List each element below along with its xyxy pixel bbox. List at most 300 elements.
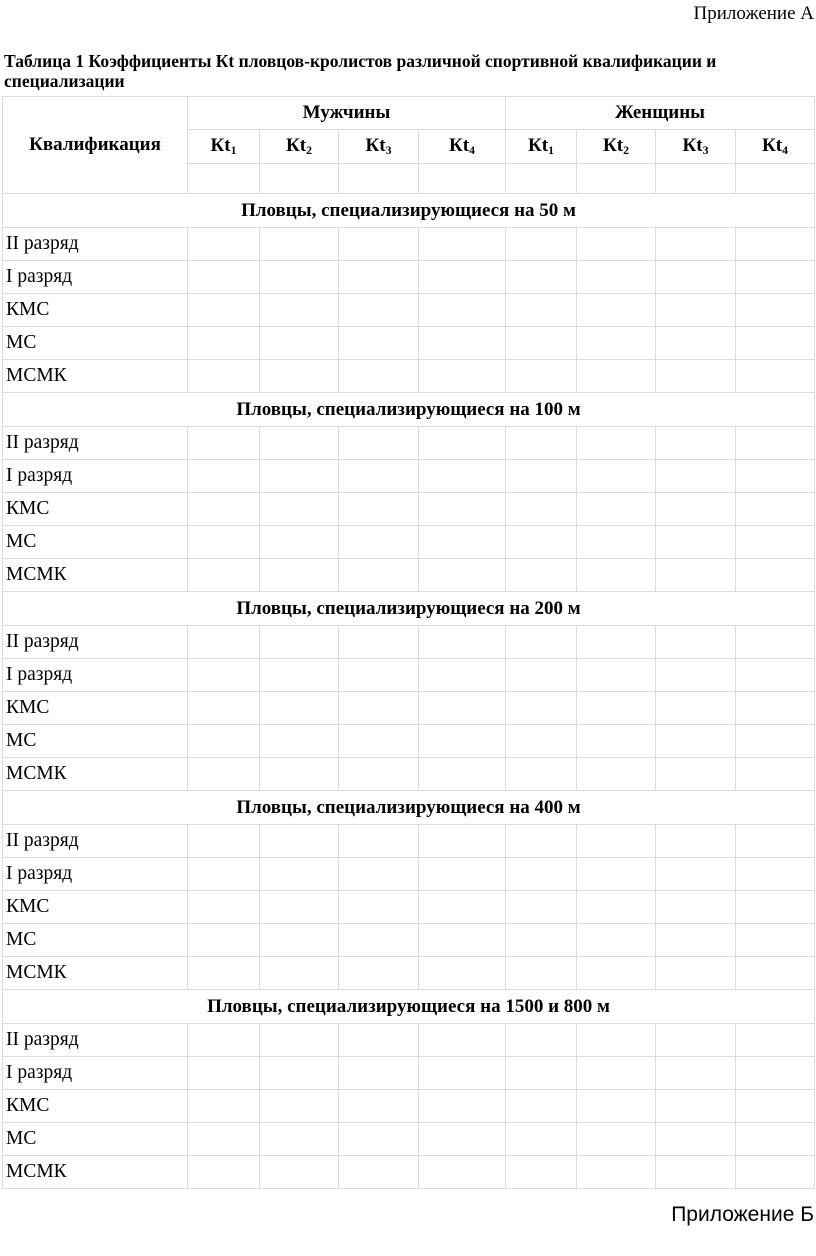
value-cell [736, 460, 815, 493]
qualification-label: МС [3, 924, 188, 957]
value-cell [506, 659, 577, 692]
value-cell [656, 1057, 736, 1090]
table-caption: Таблица 1 Коэффициенты Кt пловцов-кролистов различной спортивной квалификации и специализации [4, 51, 717, 91]
value-cell [577, 526, 656, 559]
value-cell [506, 228, 577, 261]
value-cell [260, 427, 339, 460]
value-cell [419, 526, 506, 559]
value-cell [506, 427, 577, 460]
table-row [3, 1156, 815, 1189]
value-cell [736, 559, 815, 592]
value-cell [577, 228, 656, 261]
qualification-label: II разряд [3, 626, 188, 659]
value-cell [188, 1024, 260, 1057]
section-title: Пловцы, специализирующиеся на 400 м [3, 791, 815, 825]
value-cell [506, 825, 577, 858]
value-cell [577, 758, 656, 791]
kt-prefix: Кt [449, 135, 470, 157]
kt-index: 4 [782, 143, 789, 157]
section-row [3, 791, 815, 825]
qualification-label: КМС [3, 891, 188, 924]
value-cell [656, 427, 736, 460]
kt-index: 4 [469, 143, 475, 157]
value-cell [656, 758, 736, 791]
value-cell [736, 1024, 815, 1057]
value-cell [577, 692, 656, 725]
value-cell [339, 858, 419, 891]
value-cell [339, 957, 419, 990]
value-cell [577, 1057, 656, 1090]
value-cell [506, 1123, 577, 1156]
kt-prefix: Кt [682, 135, 703, 157]
value-cell [419, 559, 506, 592]
blank-cell [577, 164, 656, 194]
table-row [3, 725, 815, 758]
value-cell [188, 858, 260, 891]
value-cell [656, 559, 736, 592]
value-cell [736, 626, 815, 659]
kt-prefix: Кt [365, 135, 386, 157]
value-cell [506, 493, 577, 526]
table-row [3, 758, 815, 791]
value-cell [260, 460, 339, 493]
kt-index: 1 [230, 143, 237, 157]
value-cell [339, 493, 419, 526]
value-cell [419, 1123, 506, 1156]
value-cell [260, 526, 339, 559]
section-title: Пловцы, специализирующиеся на 1500 и 800 м [3, 990, 815, 1024]
value-cell [188, 891, 260, 924]
table-row [3, 327, 815, 360]
value-cell [736, 924, 815, 957]
value-cell [260, 858, 339, 891]
value-cell [260, 758, 339, 791]
value-cell [188, 228, 260, 261]
value-cell [339, 692, 419, 725]
value-cell [419, 659, 506, 692]
value-cell [339, 825, 419, 858]
kt-index: 2 [306, 143, 312, 157]
value-cell [736, 427, 815, 460]
value-cell [419, 360, 506, 393]
value-cell [260, 692, 339, 725]
value-cell [577, 460, 656, 493]
group-men-header: Мужчины [188, 97, 506, 130]
section-row [3, 393, 815, 427]
value-cell [188, 825, 260, 858]
value-cell [419, 327, 506, 360]
kt-prefix: Кt [210, 135, 231, 157]
qualification-header: Квалификация [3, 97, 188, 194]
value-cell [577, 261, 656, 294]
group-women-header: Женщины [506, 97, 815, 130]
section-row [3, 194, 815, 228]
value-cell [577, 294, 656, 327]
value-cell [656, 1090, 736, 1123]
kt-prefix: Кt [286, 135, 307, 157]
value-cell [260, 725, 339, 758]
value-cell [736, 526, 815, 559]
value-cell [506, 1090, 577, 1123]
value-cell [736, 1090, 815, 1123]
section-title: Пловцы, специализирующиеся на 100 м [3, 393, 815, 427]
value-cell [506, 692, 577, 725]
value-cell [188, 1156, 260, 1189]
value-cell [656, 692, 736, 725]
value-cell [656, 228, 736, 261]
value-cell [260, 1090, 339, 1123]
value-cell [736, 228, 815, 261]
value-cell [736, 659, 815, 692]
value-cell [577, 858, 656, 891]
value-cell [577, 559, 656, 592]
kt-prefix: Кt [603, 135, 624, 157]
value-cell [419, 1057, 506, 1090]
value-cell [656, 891, 736, 924]
qualification-label: МС [3, 327, 188, 360]
kt-header-cell [577, 130, 656, 164]
value-cell [419, 891, 506, 924]
group-header-row [3, 97, 815, 130]
value-cell [260, 493, 339, 526]
qualification-label: МСМК [3, 360, 188, 393]
value-cell [419, 1156, 506, 1189]
value-cell [656, 1024, 736, 1057]
value-cell [656, 327, 736, 360]
value-cell [188, 327, 260, 360]
value-cell [656, 1123, 736, 1156]
value-cell [339, 725, 419, 758]
value-cell [506, 526, 577, 559]
kt-prefix: Кt [528, 135, 549, 157]
value-cell [419, 825, 506, 858]
value-cell [506, 460, 577, 493]
section-title: Пловцы, специализирующиеся на 50 м [3, 194, 815, 228]
table-row [3, 228, 815, 261]
value-cell [656, 1156, 736, 1189]
blank-cell [656, 164, 736, 194]
value-cell [339, 559, 419, 592]
value-cell [260, 659, 339, 692]
blank-cell [339, 164, 419, 194]
table-row [3, 559, 815, 592]
value-cell [188, 725, 260, 758]
value-cell [419, 957, 506, 990]
value-cell [656, 659, 736, 692]
value-cell [736, 825, 815, 858]
value-cell [260, 924, 339, 957]
table-row [3, 957, 815, 990]
value-cell [339, 659, 419, 692]
value-cell [188, 957, 260, 990]
qualification-label: МСМК [3, 758, 188, 791]
value-cell [656, 725, 736, 758]
table-row [3, 261, 815, 294]
value-cell [188, 261, 260, 294]
value-cell [736, 327, 815, 360]
table-row [3, 825, 815, 858]
value-cell [419, 493, 506, 526]
value-cell [736, 957, 815, 990]
qualification-label: I разряд [3, 261, 188, 294]
qualification-label: МС [3, 526, 188, 559]
value-cell [656, 825, 736, 858]
qualification-label: КМС [3, 294, 188, 327]
value-cell [656, 261, 736, 294]
value-cell [656, 360, 736, 393]
value-cell [260, 825, 339, 858]
qualification-label: КМС [3, 493, 188, 526]
value-cell [656, 957, 736, 990]
value-cell [736, 692, 815, 725]
section-title: Пловцы, специализирующиеся на 200 м [3, 592, 815, 626]
value-cell [419, 626, 506, 659]
qualification-label: МСМК [3, 1156, 188, 1189]
value-cell [188, 460, 260, 493]
qualification-label: I разряд [3, 858, 188, 891]
table-row [3, 692, 815, 725]
value-cell [339, 1090, 419, 1123]
value-cell [419, 758, 506, 791]
kt-header-cell [419, 130, 506, 164]
value-cell [577, 1123, 656, 1156]
value-cell [339, 526, 419, 559]
qualification-label: МСМК [3, 957, 188, 990]
table-row [3, 924, 815, 957]
value-cell [736, 493, 815, 526]
value-cell [577, 427, 656, 460]
value-cell [577, 626, 656, 659]
kt-index: 2 [623, 143, 629, 157]
value-cell [188, 659, 260, 692]
kt-index: 3 [702, 143, 709, 157]
section-row [3, 592, 815, 626]
table-row [3, 1123, 815, 1156]
table-row [3, 1024, 815, 1057]
value-cell [736, 261, 815, 294]
value-cell [339, 1123, 419, 1156]
qualification-label: I разряд [3, 659, 188, 692]
value-cell [260, 957, 339, 990]
table-row [3, 493, 815, 526]
qualification-label: II разряд [3, 427, 188, 460]
blank-cell [506, 164, 577, 194]
value-cell [577, 1156, 656, 1189]
value-cell [188, 626, 260, 659]
value-cell [577, 891, 656, 924]
value-cell [339, 891, 419, 924]
blank-cell [260, 164, 339, 194]
value-cell [577, 825, 656, 858]
table-row [3, 659, 815, 692]
value-cell [506, 858, 577, 891]
value-cell [188, 427, 260, 460]
value-cell [188, 1090, 260, 1123]
qualification-label: МС [3, 725, 188, 758]
value-cell [506, 1057, 577, 1090]
value-cell [736, 858, 815, 891]
coefficients-table [2, 96, 815, 1189]
table-row [3, 460, 815, 493]
section-row [3, 990, 815, 1024]
value-cell [506, 924, 577, 957]
value-cell [736, 891, 815, 924]
value-cell [339, 327, 419, 360]
value-cell [577, 493, 656, 526]
value-cell [260, 228, 339, 261]
value-cell [656, 294, 736, 327]
value-cell [506, 294, 577, 327]
blank-cell [736, 164, 815, 194]
value-cell [577, 360, 656, 393]
value-cell [736, 1123, 815, 1156]
qualification-label: II разряд [3, 1024, 188, 1057]
kt-header-cell [506, 130, 577, 164]
kt-header-cell [736, 130, 815, 164]
qualification-label: КМС [3, 1090, 188, 1123]
kt-index: 1 [548, 143, 554, 157]
value-cell [188, 1123, 260, 1156]
kt-header-cell [656, 130, 736, 164]
value-cell [419, 692, 506, 725]
value-cell [419, 228, 506, 261]
value-cell [577, 924, 656, 957]
value-cell [188, 493, 260, 526]
value-cell [656, 460, 736, 493]
value-cell [656, 858, 736, 891]
value-cell [260, 626, 339, 659]
value-cell [419, 261, 506, 294]
value-cell [188, 692, 260, 725]
value-cell [339, 261, 419, 294]
value-cell [339, 228, 419, 261]
value-cell [188, 294, 260, 327]
kt-prefix: Кt [762, 135, 783, 157]
table-row [3, 526, 815, 559]
table-row [3, 891, 815, 924]
value-cell [577, 1024, 656, 1057]
value-cell [339, 626, 419, 659]
value-cell [260, 1057, 339, 1090]
value-cell [188, 1057, 260, 1090]
value-cell [260, 1123, 339, 1156]
kt-header-cell [260, 130, 339, 164]
value-cell [506, 626, 577, 659]
qualification-label: II разряд [3, 228, 188, 261]
value-cell [506, 559, 577, 592]
value-cell [260, 294, 339, 327]
value-cell [188, 360, 260, 393]
value-cell [339, 924, 419, 957]
value-cell [188, 526, 260, 559]
value-cell [188, 758, 260, 791]
value-cell [188, 559, 260, 592]
value-cell [260, 261, 339, 294]
value-cell [419, 1024, 506, 1057]
value-cell [506, 758, 577, 791]
blank-cell [419, 164, 506, 194]
value-cell [419, 460, 506, 493]
table-row [3, 294, 815, 327]
qualification-label: КМС [3, 692, 188, 725]
value-cell [419, 924, 506, 957]
value-cell [506, 1024, 577, 1057]
value-cell [736, 758, 815, 791]
qualification-label: I разряд [3, 460, 188, 493]
value-cell [419, 1090, 506, 1123]
value-cell [339, 460, 419, 493]
value-cell [656, 493, 736, 526]
value-cell [419, 294, 506, 327]
value-cell [339, 360, 419, 393]
value-cell [339, 1057, 419, 1090]
value-cell [736, 1156, 815, 1189]
table-row [3, 1090, 815, 1123]
value-cell [506, 261, 577, 294]
kt-header-cell [188, 130, 260, 164]
table-row [3, 1057, 815, 1090]
value-cell [260, 327, 339, 360]
value-cell [339, 294, 419, 327]
qualification-label: II разряд [3, 825, 188, 858]
value-cell [260, 891, 339, 924]
value-cell [656, 626, 736, 659]
value-cell [506, 725, 577, 758]
value-cell [577, 327, 656, 360]
value-cell [656, 924, 736, 957]
appendix-b-label: Приложение Б [671, 1203, 814, 1226]
value-cell [736, 1057, 815, 1090]
qualification-label: I разряд [3, 1057, 188, 1090]
value-cell [577, 1090, 656, 1123]
value-cell [506, 360, 577, 393]
value-cell [260, 1156, 339, 1189]
value-cell [506, 327, 577, 360]
value-cell [188, 924, 260, 957]
value-cell [339, 1156, 419, 1189]
qualification-label: МСМК [3, 559, 188, 592]
appendix-a-label: Приложение А [693, 3, 814, 24]
value-cell [736, 360, 815, 393]
value-cell [260, 360, 339, 393]
value-cell [260, 1024, 339, 1057]
blank-cell [188, 164, 260, 194]
table-row [3, 360, 815, 393]
value-cell [577, 957, 656, 990]
value-cell [506, 1156, 577, 1189]
value-cell [577, 725, 656, 758]
value-cell [339, 758, 419, 791]
value-cell [506, 957, 577, 990]
value-cell [339, 427, 419, 460]
value-cell [339, 1024, 419, 1057]
kt-header-cell [339, 130, 419, 164]
value-cell [736, 294, 815, 327]
value-cell [506, 891, 577, 924]
table-row [3, 626, 815, 659]
value-cell [260, 559, 339, 592]
value-cell [419, 427, 506, 460]
value-cell [577, 659, 656, 692]
kt-index: 3 [385, 143, 392, 157]
value-cell [656, 526, 736, 559]
value-cell [419, 858, 506, 891]
table-row [3, 858, 815, 891]
qualification-label: МС [3, 1123, 188, 1156]
table-row [3, 427, 815, 460]
value-cell [736, 725, 815, 758]
value-cell [419, 725, 506, 758]
